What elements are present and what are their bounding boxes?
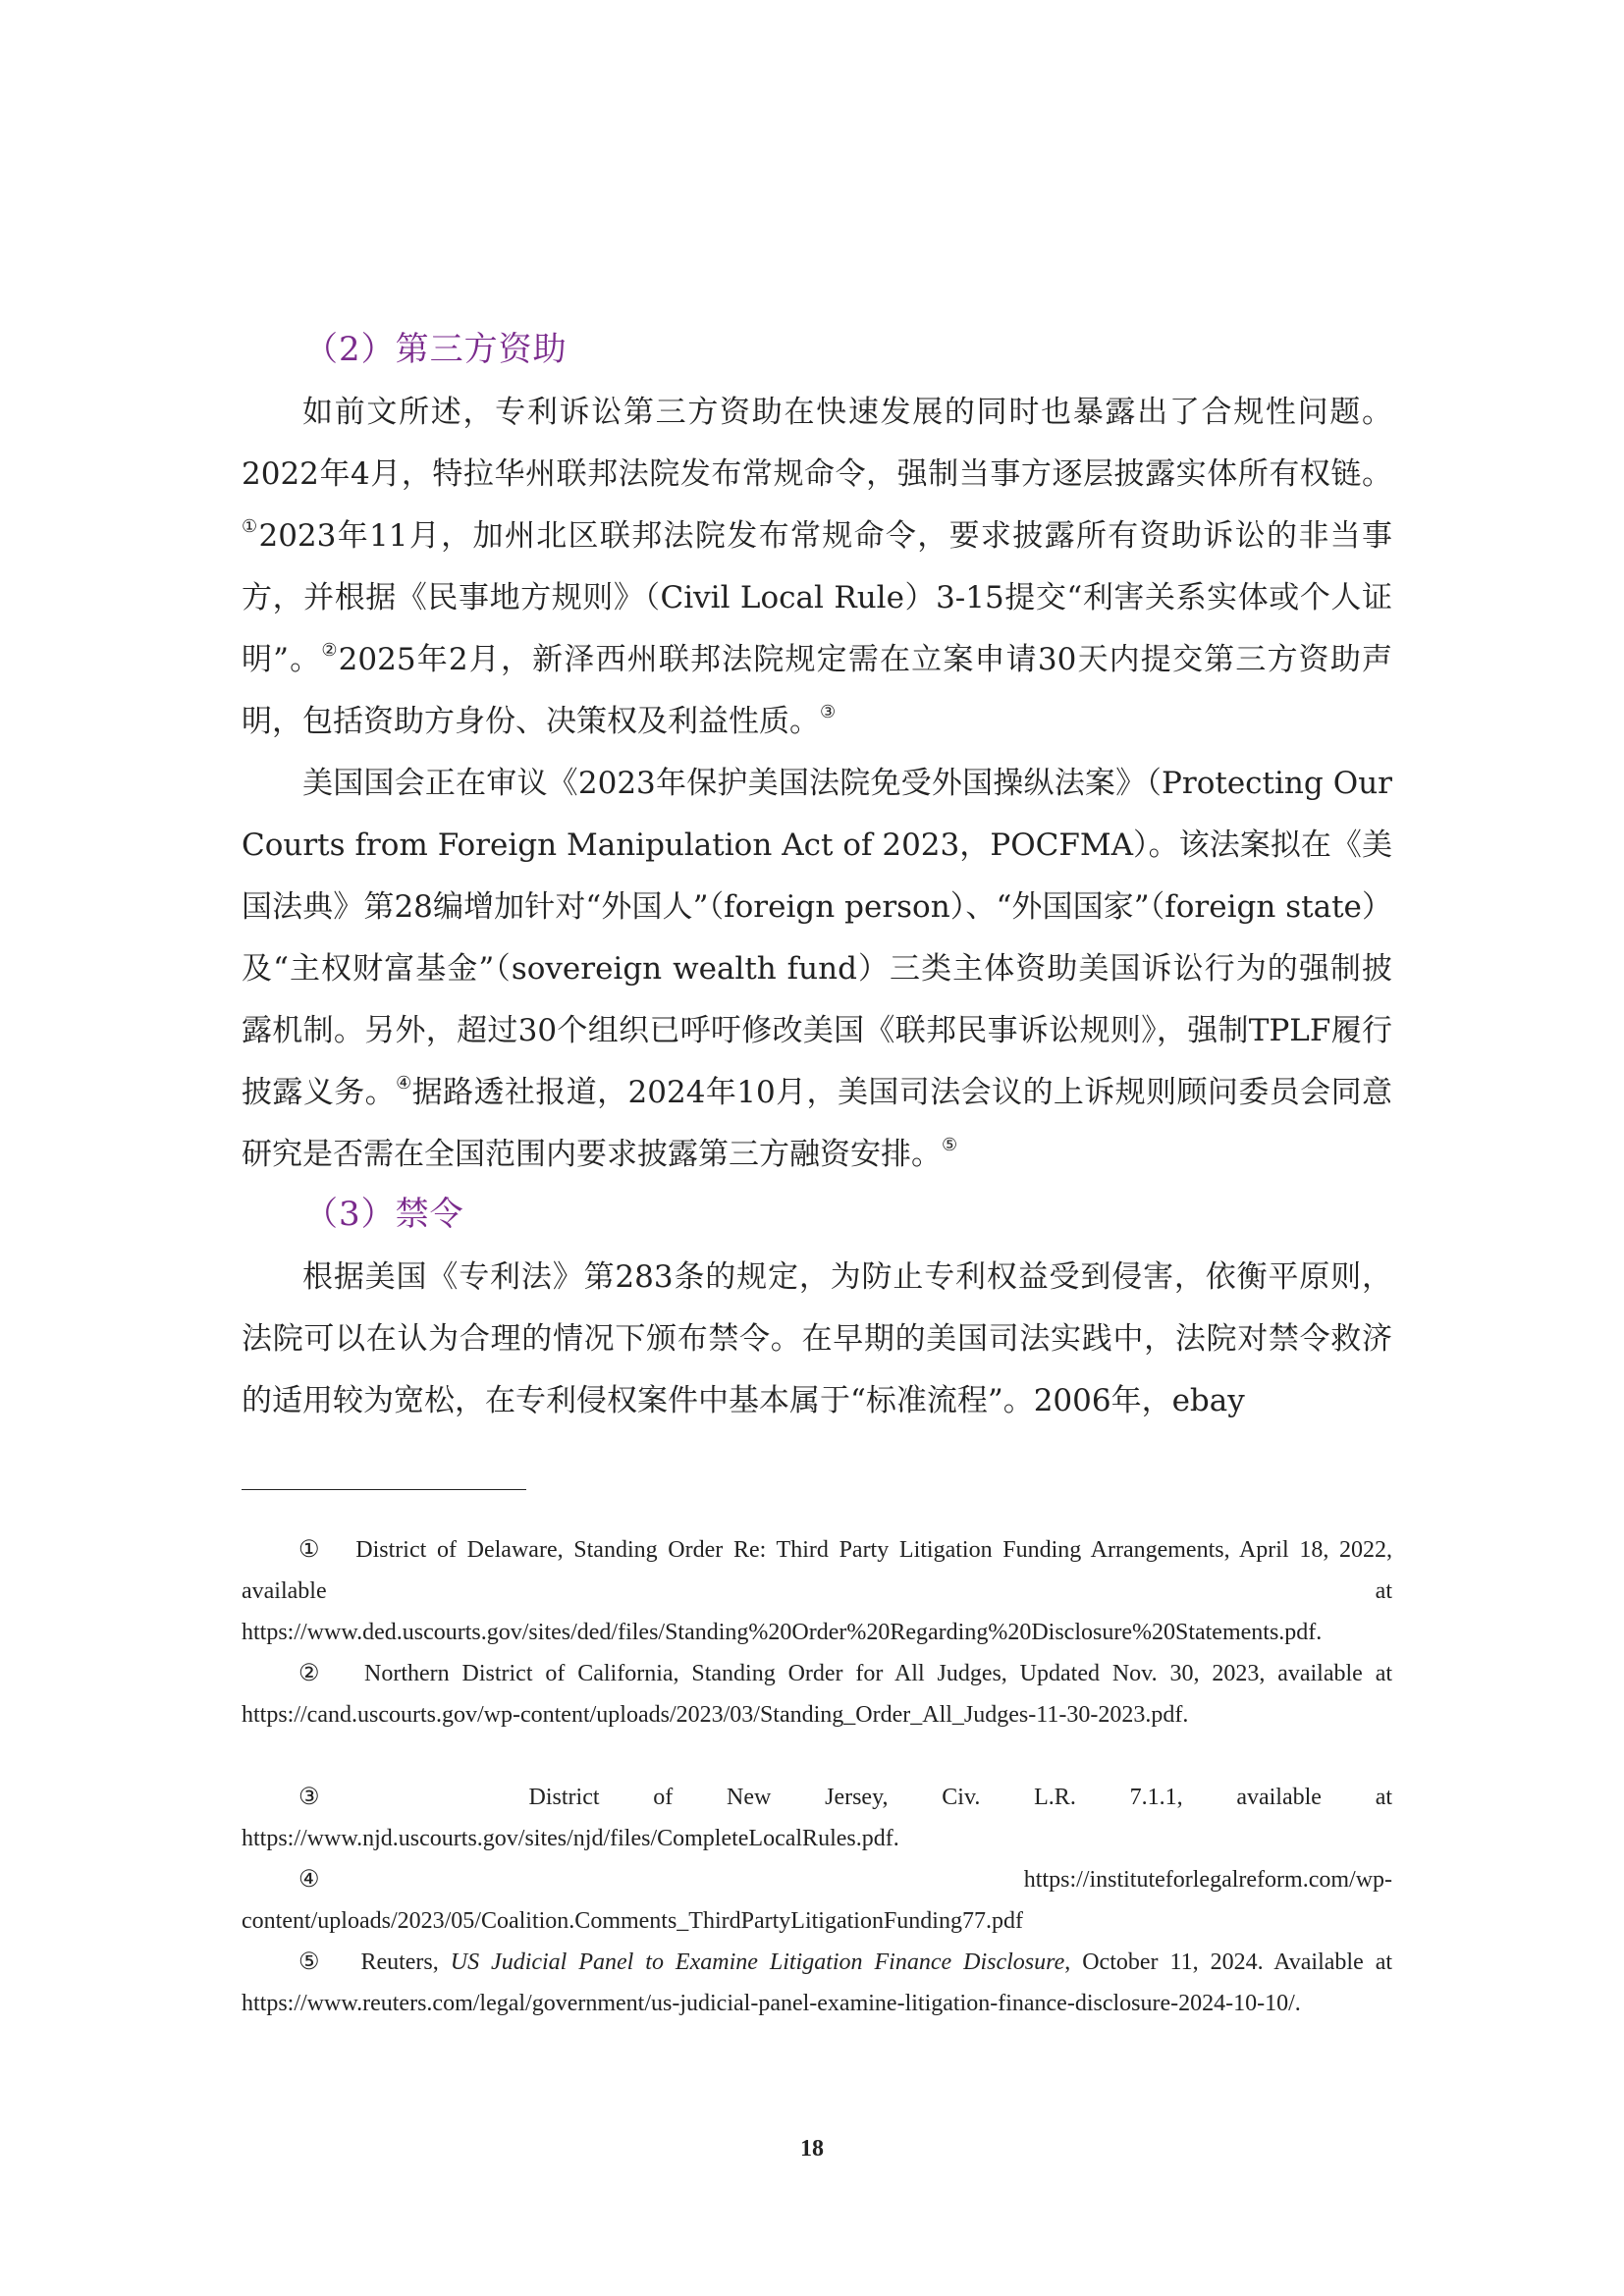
footnote-5: [242, 1942, 1392, 2024]
footnote-ref-3[interactable]: ③: [820, 702, 837, 722]
footnote-4: [242, 1859, 1392, 1942]
footnote-mark: ⑤: [298, 1949, 326, 1975]
article-title: US Judicial Panel to Examine Litigation Finance Disclosure: [450, 1949, 1065, 1975]
footnote-ref-2[interactable]: ②: [321, 640, 339, 661]
paragraph-text: 据路透社报道，2024年10月，美国司法会议的上诉规则顾问委员会同意研究是否需在全国范围内要求披露第三方融资安排。: [242, 1075, 1393, 1172]
paragraph-text: 美国国会正在审议《2023年保护美国法院免受外国操纵法案》（Protecting Our Courts from Foreign Manipulation Act of 2023，POCFMA）。该法案拟在《美国法典》第28编增加针对“外国人”（foreign person）、“外国国家”（foreign state）及“主权财富基金”（sovereign wealth fund）三类主体资助美国诉讼行为的强制披露机制。另外，超过30个组织已呼吁修改美国《联邦民事诉讼规则》，强制TPLF履行披露义务。: [242, 766, 1392, 1110]
footnote-separator: [242, 1489, 526, 1490]
paragraph-pocfma: [242, 753, 1392, 1186]
section-heading-injunction: （3）禁令: [304, 1195, 464, 1234]
footnote-text: Northern District of California, Standing Order for All Judges, Updated Nov. 30, 2023, available at https://cand.uscourts.gov/wp-content/uploads/2023/03/Standing_Order_All_Judges-11-30-2023.pdf.: [242, 1661, 1393, 1728]
footnote-mark: ④: [298, 1867, 492, 1893]
paragraph-text: 2025年2月，新泽西州联邦法院规定需在立案申请30天内提交第三方资助声明，包括资助方身份、决策权及利益性质。: [242, 642, 1392, 739]
footnote-text: , October 11, 2024. Available at https://www.reuters.com/legal/government/us-judicial-panel-examine-litigation-finance-disclosure-2024-10-10/.: [242, 1949, 1393, 2016]
section-heading-third-party-funding: （2）第三方资助: [304, 330, 568, 369]
footnote-mark: ③: [298, 1785, 368, 1810]
paragraph-text: 2023年11月，加州北区联邦法院发布常规命令，要求披露所有资助诉讼的非当事方，并根据《民事地方规则》（Civil Local Rule）3-15提交“利害关系实体或个人证明”。: [242, 518, 1392, 677]
footnote-text: District of Delaware, Standing Order Re: Third Party Litigation Funding Arrangements, April 18, 2022, available at https://www.ded.uscourts.gov/sites/ded/files/Standing%20Order%20Regarding%20Disclosure%20Statements.pdf.: [242, 1537, 1393, 1645]
footnote-ref-5[interactable]: ⑤: [942, 1135, 958, 1155]
paragraph-injunction: 根据美国《专利法》第283条的规定，为防止专利权益受到侵害，依衡平原则，法院可以在认为合理的情况下颁布禁令。在早期的美国司法实践中，法院对禁令救济的适用较为宽松，在专利侵权案件中基本属于“标准流程”。2006年，ebay: [242, 1259, 1392, 1418]
footnote-3: [242, 1777, 1392, 1859]
paragraph-text: 如前文所述，专利诉讼第三方资助在快速发展的同时也暴露出了合规性问题。2022年4月，特拉华州联邦法院发布常规命令，强制当事方逐层披露实体所有权链。: [242, 395, 1392, 492]
footnote-mark: ①: [298, 1537, 325, 1563]
footnote-1: [242, 1529, 1392, 1653]
footnote-ref-1[interactable]: ①: [242, 516, 259, 537]
footnote-text: https://instituteforlegalreform.com/wp-content/uploads/2023/05/Coalition.Comments_ThirdPartyLitigationFunding77.pdf: [242, 1867, 1393, 1934]
footnote-text: Reuters,: [360, 1949, 451, 1975]
footnote-ref-4[interactable]: ④: [396, 1073, 412, 1094]
page-number: 18: [800, 2136, 824, 2162]
paragraph-compliance-orders: [242, 382, 1392, 753]
footnote-mark: ②: [298, 1661, 327, 1686]
footnote-2: [242, 1653, 1392, 1735]
footnote-text: District of New Jersey, Civ. L.R. 7.1.1, available at https://www.njd.uscourts.gov/sites/njd/files/CompleteLocalRules.pdf.: [242, 1785, 1393, 1851]
